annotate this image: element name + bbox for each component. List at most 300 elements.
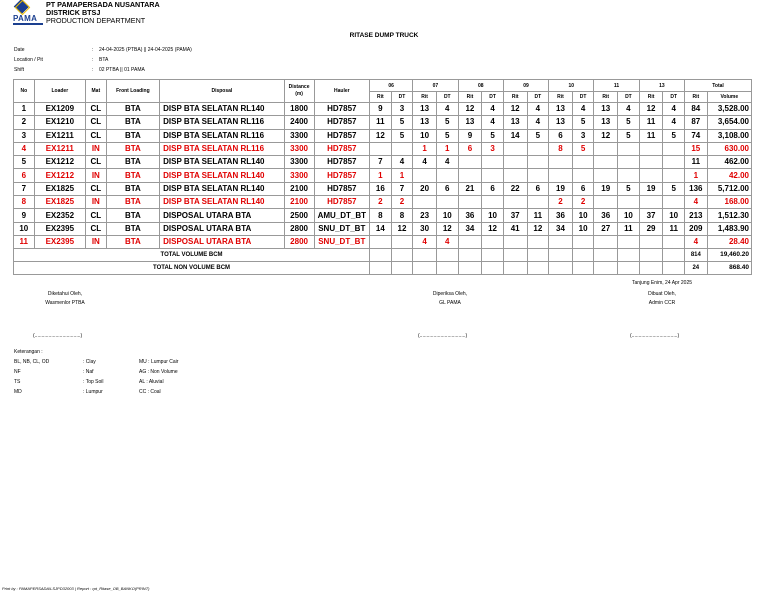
cell-no: 9	[14, 209, 35, 222]
cell-rit: 4	[413, 235, 437, 248]
cell-rit: 1	[413, 142, 437, 155]
cell-rit	[594, 196, 618, 209]
total-rit: 814	[685, 249, 708, 262]
signature-block-gl	[405, 290, 495, 308]
col-rit: Rit	[594, 92, 618, 103]
col-dt: DT	[436, 92, 458, 103]
cell-dt	[527, 142, 549, 155]
total-label: TOTAL VOLUME BCM	[14, 249, 370, 262]
cell-dt: 4	[663, 116, 685, 129]
col-disposal: Disposal	[160, 80, 285, 103]
cell-dt	[482, 156, 504, 169]
col-hour: 10	[549, 80, 594, 92]
cell-rit: 37	[503, 209, 527, 222]
cell-no: 7	[14, 182, 35, 195]
cell-rit: 2	[370, 196, 392, 209]
report-title: RITASE DUMP TRUCK	[349, 32, 419, 39]
cell-rit	[503, 142, 527, 155]
cell-rit: 12	[594, 129, 618, 142]
total-label: TOTAL NON VOLUME BCM	[14, 262, 370, 275]
cell-dt: 5	[436, 129, 458, 142]
cell-loader: EX2395	[34, 235, 85, 248]
cell-front: BTA	[106, 222, 160, 235]
signature-title: GL PAMA	[439, 300, 461, 306]
legend-code: BL, NB, CL, OD	[14, 359, 50, 365]
cell-rit	[549, 169, 573, 182]
cell-dt	[391, 235, 413, 248]
col-rit: Rit	[413, 92, 437, 103]
cell-dt: 4	[527, 103, 549, 116]
cell-distance: 2800	[284, 222, 314, 235]
cell-rit	[458, 235, 482, 248]
cell-total-rit: 1	[685, 169, 708, 182]
cell-rit: 19	[639, 182, 663, 195]
cell-front: BTA	[106, 182, 160, 195]
cell-dt: 5	[527, 129, 549, 142]
cell-dt	[618, 142, 640, 155]
cell-rit: 36	[594, 209, 618, 222]
col-front-loading: Front Loading	[106, 80, 160, 103]
legend-item	[14, 357, 178, 367]
signature-block-admin	[617, 290, 707, 308]
cell-volume: 168.00	[707, 196, 751, 209]
cell-front: BTA	[106, 156, 160, 169]
cell-rit: 4	[413, 156, 437, 169]
cell-rit: 36	[549, 209, 573, 222]
legend-code-meaning: AL : Aluvial	[139, 379, 164, 385]
cell-rit	[503, 196, 527, 209]
cell-loader: EX1211	[34, 142, 85, 155]
cell-total-rit: 74	[685, 129, 708, 142]
cell-rit: 7	[370, 156, 392, 169]
cell-dt	[482, 196, 504, 209]
cell-dt	[618, 156, 640, 169]
signature-role: Diketahui Oleh,	[47, 291, 83, 297]
cell-dt: 10	[663, 209, 685, 222]
cell-dt	[572, 235, 594, 248]
col-rit: Rit	[549, 92, 573, 103]
cell-dt: 5	[618, 182, 640, 195]
cell-front: BTA	[106, 129, 160, 142]
cell-rit	[503, 156, 527, 169]
cell-rit: 37	[639, 209, 663, 222]
cell-rit	[594, 235, 618, 248]
signature-title: Wasmenlor PTBA	[45, 300, 85, 306]
company-department: PRODUCTION DEPARTMENT	[46, 16, 146, 25]
cell-rit: 20	[413, 182, 437, 195]
info-label: Shift	[14, 67, 25, 73]
cell-dt: 5	[391, 129, 413, 142]
cell-dt	[527, 196, 549, 209]
company-district: DISTRICK BTSJ	[46, 8, 101, 17]
cell-mat: IN	[86, 196, 107, 209]
cell-dt: 6	[527, 182, 549, 195]
cell-dt	[572, 156, 594, 169]
legend-item	[14, 387, 178, 397]
cell-loader: EX1825	[34, 182, 85, 195]
cell-dt: 5	[618, 116, 640, 129]
legend-code: NF	[14, 369, 21, 375]
cell-distance: 2100	[284, 182, 314, 195]
total-row	[14, 262, 752, 275]
cell-dt: 5	[663, 129, 685, 142]
cell-dt: 3	[482, 142, 504, 155]
info-label: Date	[14, 47, 25, 53]
cell-dt: 5	[436, 116, 458, 129]
cell-no: 2	[14, 116, 35, 129]
cell-disposal: DISP BTA SELATAN RL116	[160, 129, 285, 142]
cell-hauler: HD7857	[314, 116, 370, 129]
signature-role: Diperiksa Oleh,	[432, 291, 468, 297]
table-row	[14, 182, 752, 195]
info-separator: :	[92, 57, 94, 63]
cell-hauler: SNU_DT_BT	[314, 235, 370, 248]
cell-hauler: HD7857	[314, 142, 370, 155]
cell-distance: 3300	[284, 169, 314, 182]
cell-dt	[663, 235, 685, 248]
info-separator: :	[92, 67, 94, 73]
cell-dt: 1	[436, 142, 458, 155]
cell-hauler: SNU_DT_BT	[314, 222, 370, 235]
col-distance: Distance (m)	[284, 80, 314, 103]
legend	[14, 347, 178, 397]
cell-rit	[370, 142, 392, 155]
cell-front: BTA	[106, 235, 160, 248]
table-row	[14, 116, 752, 129]
cell-dt: 10	[482, 209, 504, 222]
cell-dt	[663, 196, 685, 209]
cell-front: BTA	[106, 103, 160, 116]
cell-no: 3	[14, 129, 35, 142]
col-rit: Rit	[458, 92, 482, 103]
cell-dt: 11	[663, 222, 685, 235]
cell-rit	[458, 196, 482, 209]
col-hauler: Hauler	[314, 80, 370, 103]
cell-volume: 1,483.90	[707, 222, 751, 235]
cell-dt: 12	[482, 222, 504, 235]
cell-mat: CL	[86, 129, 107, 142]
cell-distance: 2400	[284, 116, 314, 129]
cell-rit: 10	[413, 129, 437, 142]
cell-disposal: DISP BTA SELATAN RL140	[160, 156, 285, 169]
cell-rit	[549, 235, 573, 248]
cell-rit: 19	[594, 182, 618, 195]
cell-rit	[639, 196, 663, 209]
table-row	[14, 209, 752, 222]
cell-disposal: DISP BTA SELATAN RL140	[160, 196, 285, 209]
table-row	[14, 169, 752, 182]
total-rit: 24	[685, 262, 708, 275]
cell-dt	[572, 169, 594, 182]
col-hour: 08	[458, 80, 503, 92]
cell-rit	[370, 235, 392, 248]
cell-rit: 16	[370, 182, 392, 195]
col-mat: Mat	[86, 80, 107, 103]
cell-no: 4	[14, 142, 35, 155]
cell-rit: 8	[370, 209, 392, 222]
total-volume: 868.40	[707, 262, 751, 275]
legend-meaning: : Lumpur	[83, 389, 103, 395]
cell-dt: 2	[391, 196, 413, 209]
cell-disposal: DISPOSAL UTARA BTA	[160, 209, 285, 222]
cell-rit	[458, 169, 482, 182]
cell-no: 8	[14, 196, 35, 209]
cell-rit: 9	[458, 129, 482, 142]
cell-front: BTA	[106, 116, 160, 129]
cell-disposal: DISP BTA SELATAN RL116	[160, 142, 285, 155]
cell-hauler: HD7857	[314, 196, 370, 209]
cell-dt	[482, 169, 504, 182]
col-hour: 07	[413, 80, 458, 92]
cell-rit	[594, 169, 618, 182]
cell-rit	[549, 156, 573, 169]
col-volume: Volume	[707, 92, 751, 103]
cell-no: 10	[14, 222, 35, 235]
cell-dt: 7	[391, 182, 413, 195]
cell-total-rit: 15	[685, 142, 708, 155]
cell-dt	[618, 196, 640, 209]
cell-volume: 28.40	[707, 235, 751, 248]
cell-dt	[527, 169, 549, 182]
legend-title: Keterangan :	[14, 349, 43, 355]
cell-disposal: DISP BTA SELATAN RL140	[160, 103, 285, 116]
cell-front: BTA	[106, 142, 160, 155]
cell-total-rit: 4	[685, 235, 708, 248]
col-hour: 11	[594, 80, 639, 92]
cell-total-rit: 87	[685, 116, 708, 129]
signature-role: Dibuat Oleh,	[648, 291, 676, 297]
cell-dt	[391, 142, 413, 155]
cell-front: BTA	[106, 196, 160, 209]
cell-distance: 3300	[284, 129, 314, 142]
cell-rit: 13	[503, 116, 527, 129]
info-line	[14, 65, 192, 75]
cell-dt: 11	[618, 222, 640, 235]
cell-disposal: DISP BTA SELATAN RL140	[160, 182, 285, 195]
cell-dt: 5	[663, 182, 685, 195]
cell-distance: 1800	[284, 103, 314, 116]
cell-dt: 4	[482, 103, 504, 116]
cell-rit: 2	[549, 196, 573, 209]
table-row	[14, 103, 752, 116]
cell-hauler: HD7857	[314, 182, 370, 195]
cell-loader: EX1212	[34, 169, 85, 182]
cell-rit: 13	[413, 116, 437, 129]
cell-volume: 630.00	[707, 142, 751, 155]
cell-rit	[413, 169, 437, 182]
cell-rit: 13	[594, 103, 618, 116]
cell-dt: 11	[527, 209, 549, 222]
logo-text: PAMA	[13, 14, 38, 23]
cell-no: 11	[14, 235, 35, 248]
cell-rit	[594, 142, 618, 155]
cell-rit	[594, 156, 618, 169]
info-separator: :	[92, 47, 94, 53]
cell-rit: 1	[370, 169, 392, 182]
cell-hauler: AMU_DT_BT	[314, 209, 370, 222]
cell-dt: 10	[618, 209, 640, 222]
cell-loader: EX1211	[34, 129, 85, 142]
cell-dt	[618, 169, 640, 182]
cell-disposal: DISP BTA SELATAN RL140	[160, 169, 285, 182]
cell-dt	[527, 156, 549, 169]
cell-dt: 5	[572, 142, 594, 155]
cell-rit	[458, 156, 482, 169]
cell-rit: 13	[594, 116, 618, 129]
cell-rit: 13	[549, 103, 573, 116]
cell-dt: 12	[527, 222, 549, 235]
cell-disposal: DISPOSAL UTARA BTA	[160, 235, 285, 248]
cell-total-rit: 84	[685, 103, 708, 116]
cell-dt: 1	[391, 169, 413, 182]
cell-distance: 3300	[284, 142, 314, 155]
cell-dt: 8	[391, 209, 413, 222]
cell-dt	[436, 196, 458, 209]
cell-dt	[436, 169, 458, 182]
cell-total-rit: 11	[685, 156, 708, 169]
info-value: 02 PTBA || 01 PAMA	[99, 67, 145, 73]
cell-total-rit: 4	[685, 196, 708, 209]
col-total-rit: Rit	[685, 92, 708, 103]
cell-dt	[663, 169, 685, 182]
table-row	[14, 129, 752, 142]
cell-hauler: HD7857	[314, 156, 370, 169]
legend-code: MD	[14, 389, 22, 395]
company-header	[46, 1, 160, 25]
total-row	[14, 249, 752, 262]
cell-rit	[503, 169, 527, 182]
cell-volume: 3,108.00	[707, 129, 751, 142]
cell-disposal: DISP BTA SELATAN RL116	[160, 116, 285, 129]
cell-mat: IN	[86, 169, 107, 182]
legend-code: TS	[14, 379, 21, 385]
cell-dt: 4	[436, 235, 458, 248]
table-row	[14, 235, 752, 248]
cell-rit: 9	[370, 103, 392, 116]
cell-dt: 5	[482, 129, 504, 142]
cell-dt	[663, 156, 685, 169]
cell-rit	[413, 196, 437, 209]
cell-rit: 14	[370, 222, 392, 235]
cell-loader: EX2395	[34, 222, 85, 235]
cell-loader: EX1210	[34, 116, 85, 129]
col-dt: DT	[618, 92, 640, 103]
cell-dt: 12	[436, 222, 458, 235]
place-date: Tanjung Enim, 24 Apr 2025	[631, 280, 693, 286]
cell-rit: 12	[639, 103, 663, 116]
legend-code-meaning: CC : Coal	[139, 389, 161, 395]
signature-line: (.................................)	[33, 333, 83, 339]
cell-volume: 3,654.00	[707, 116, 751, 129]
legend-code-meaning: AG : Non Volume	[139, 369, 178, 375]
report-info	[14, 45, 192, 75]
cell-dt: 10	[572, 222, 594, 235]
col-hour: 13	[639, 80, 684, 92]
cell-rit	[639, 142, 663, 155]
cell-loader: EX1212	[34, 156, 85, 169]
cell-dt: 2	[572, 196, 594, 209]
cell-dt: 4	[618, 103, 640, 116]
info-line	[14, 45, 192, 55]
col-hour: 09	[503, 80, 548, 92]
col-total: Total	[685, 80, 752, 92]
cell-volume: 42.00	[707, 169, 751, 182]
cell-loader: EX1209	[34, 103, 85, 116]
cell-front: BTA	[106, 169, 160, 182]
legend-meaning: : Top Soil	[83, 379, 104, 385]
cell-volume: 5,712.00	[707, 182, 751, 195]
cell-rit: 30	[413, 222, 437, 235]
cell-rit: 6	[458, 142, 482, 155]
info-line	[14, 55, 192, 65]
cell-dt: 10	[572, 209, 594, 222]
cell-rit: 11	[639, 116, 663, 129]
total-volume: 19,460.20	[707, 249, 751, 262]
col-dt: DT	[391, 92, 413, 103]
table-row	[14, 142, 752, 155]
cell-rit	[639, 156, 663, 169]
cell-rit: 22	[503, 182, 527, 195]
cell-mat: IN	[86, 142, 107, 155]
cell-rit: 34	[458, 222, 482, 235]
cell-rit: 36	[458, 209, 482, 222]
cell-rit: 12	[458, 103, 482, 116]
cell-mat: IN	[86, 235, 107, 248]
cell-volume: 462.00	[707, 156, 751, 169]
cell-volume: 3,528.00	[707, 103, 751, 116]
cell-total-rit: 209	[685, 222, 708, 235]
print-footer: Print by : PAMAPERSADA\LSJPD32003 | Report : rpt_Ritase_OB_BANKO(PRINT)	[2, 586, 150, 591]
cell-dt	[527, 235, 549, 248]
ritase-table	[13, 79, 752, 275]
cell-dt: 5	[618, 129, 640, 142]
legend-code-meaning: MU : Lumpur Cair	[139, 359, 179, 365]
cell-rit: 13	[413, 103, 437, 116]
cell-mat: CL	[86, 222, 107, 235]
cell-dt: 6	[436, 182, 458, 195]
cell-mat: CL	[86, 116, 107, 129]
cell-dt: 5	[572, 116, 594, 129]
signature-title: Admin CCR	[648, 300, 676, 306]
cell-dt: 4	[572, 103, 594, 116]
cell-dt	[663, 142, 685, 155]
cell-rit: 34	[549, 222, 573, 235]
col-rit: Rit	[639, 92, 663, 103]
col-rit: Rit	[503, 92, 527, 103]
legend-meaning: : Naf	[83, 369, 94, 375]
cell-rit: 41	[503, 222, 527, 235]
cell-rit: 21	[458, 182, 482, 195]
cell-loader: EX1825	[34, 196, 85, 209]
cell-rit: 11	[639, 129, 663, 142]
cell-rit	[639, 169, 663, 182]
cell-rit	[639, 235, 663, 248]
cell-rit: 13	[549, 116, 573, 129]
cell-dt: 3	[572, 129, 594, 142]
table-row	[14, 196, 752, 209]
col-loader: Loader	[34, 80, 85, 103]
info-value: 24-04-2025 (PTBA) || 24-04-2025 (PAMA)	[99, 47, 192, 53]
cell-hauler: HD7857	[314, 103, 370, 116]
cell-rit: 14	[503, 129, 527, 142]
legend-item	[14, 367, 178, 377]
cell-disposal: DISPOSAL UTARA BTA	[160, 222, 285, 235]
cell-dt	[482, 235, 504, 248]
col-dt: DT	[572, 92, 594, 103]
cell-rit: 8	[549, 142, 573, 155]
cell-dt: 6	[572, 182, 594, 195]
signature-block-ptba	[20, 290, 110, 308]
